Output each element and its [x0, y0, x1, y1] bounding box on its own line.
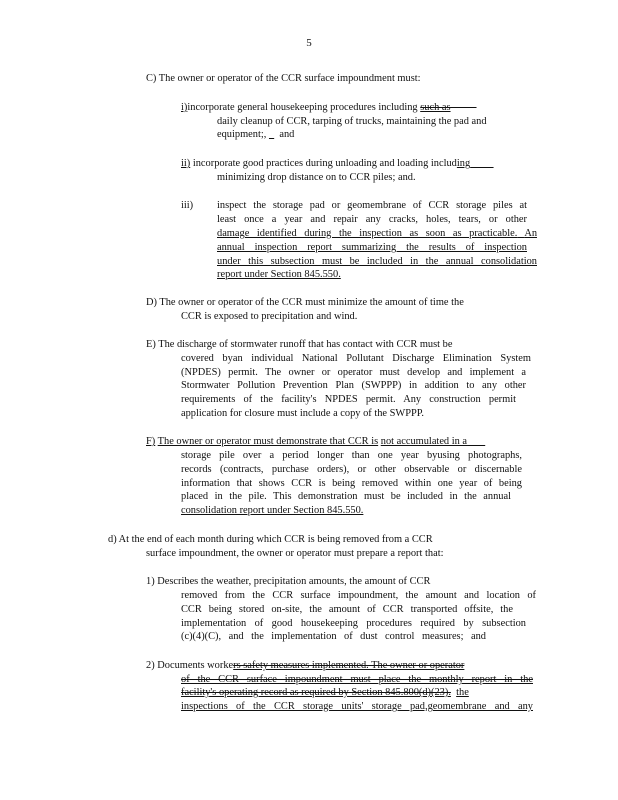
section-e-line-3: (NPDES) permit. The owner or operator must develop and implement a: [181, 367, 526, 378]
subsection-d-line-2: surface impoundment, the owner or operator must prepare a report that:: [146, 548, 444, 559]
subsection-d-line-1: d) At the end of each month during which CCR is being removed from a CCR: [108, 534, 433, 545]
section-e-line-1: E) The discharge of stormwater runoff that has contact with CCR must be: [146, 339, 453, 350]
item-i-line-3: equipment;, and: [217, 129, 295, 140]
item-iii-line-2: least once a year and repair any cracks, holes, tears, or other: [217, 214, 527, 225]
item-i-line-2: daily cleanup of CCR, tarping of trucks, maintaining the pad and: [217, 116, 487, 127]
section-e-line-2: covered byan individual National Pollutant Discharge Elimination System: [181, 353, 531, 364]
item-2-line-1: 2) Documents workers safety measures implemented. The owner or operator: [146, 660, 465, 671]
section-e-line-6: application for closure must include a copy of the SWPPP.: [181, 408, 424, 419]
section-f-line-4: information that shows CCR is being removed within one year of being: [181, 478, 522, 489]
item-2-line-3: facility's operating record as required by Section 845.800(d)(23). the: [181, 687, 469, 698]
item-iii-marker: iii): [181, 200, 194, 211]
section-d-line-1: D) The owner or operator of the CCR must minimize the amount of time the: [146, 297, 464, 308]
item-ii-line-2: minimizing drop distance on to CCR piles; and.: [217, 172, 416, 183]
item-2-line-4: inspections of the CCR storage units' storage pad,geomembrane and any: [181, 701, 533, 712]
section-f-line-5: placed in the pile. This demonstration must be included in the annual: [181, 491, 511, 502]
item-1-line-4: implementation of good housekeeping procedures required by subsection: [181, 618, 526, 629]
item-i-marker: i): [181, 102, 188, 113]
page-number: 5: [306, 37, 312, 49]
item-ii-marker: ii): [181, 158, 191, 169]
item-iii-line-5: under this subsection must be included in the annual consolidation: [217, 256, 537, 267]
section-e-line-4: Stormwater Pollution Prevention Plan (SWPPP) in addition to any other: [181, 380, 526, 391]
section-f-line-2: storage pile over a period longer than one year byusing photographs,: [181, 450, 522, 461]
section-f-marker: F): [146, 436, 156, 447]
section-d-line-2: CCR is exposed to precipitation and wind.: [181, 311, 358, 322]
item-i-line-1: i)incorporate general housekeeping procedures including such as: [181, 102, 451, 113]
item-1-line-3: CCR being stored on-site, the amount of CCR transported offsite, the: [181, 604, 513, 615]
section-f-line-1: F) The owner or operator must demonstrate that CCR is not accumulated in a: [146, 436, 468, 447]
item-iii-line-3: damage identified during the inspection as soon as practicable. An: [217, 228, 538, 239]
item-2-line-2: of the CCR surface impoundment must place the monthly report in the: [181, 674, 533, 685]
item-1-line-5: (c)(4)(C), and the implementation of dust control measures; and: [181, 631, 486, 642]
section-e-line-5: requirements of the facility's NPDES permit. Any construction permit: [181, 394, 516, 405]
section-f-line-3: records (contracts, purchase orders), or other observable or discernable: [181, 464, 522, 475]
item-ii-line-1: ii) incorporate good practices during unloading and loading including: [181, 158, 471, 169]
item-1-line-1: 1) Describes the weather, precipitation amounts, the amount of CCR: [146, 576, 431, 587]
item-iii-line-6: report under Section 845.550.: [217, 269, 341, 280]
section-f-line-6: consolidation report under Section 845.550.: [181, 505, 364, 516]
section-c-lead: C) The owner or operator of the CCR surface impoundment must:: [146, 73, 421, 84]
item-iii-line-1: inspect the storage pad or geomembrane of CCR storage piles at: [217, 200, 527, 211]
item-iii-line-4: annual inspection report summarizing the results of inspection: [217, 242, 527, 253]
item-1-line-2: removed from the CCR surface impoundment, the amount and location of: [181, 590, 536, 601]
